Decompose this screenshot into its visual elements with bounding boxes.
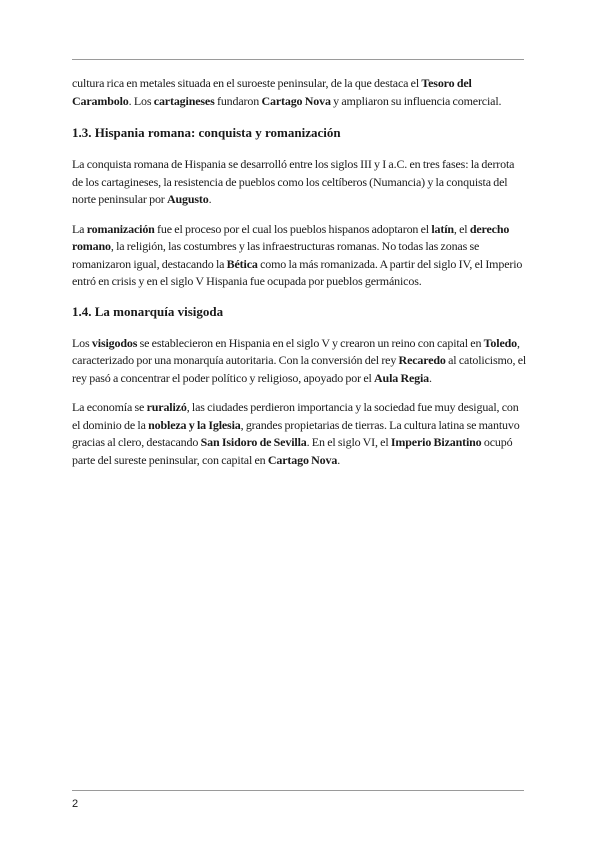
section-heading-monarquia-visigoda: 1.4. La monarquía visigoda — [72, 303, 224, 319]
text-run: , grandes propietarias de tierras. La cultura latina se mantuvo gracias al clero, destacando — [72, 417, 520, 449]
text-run: , caracterizado por una monarquía autoritaria. Con la conversión del rey — [72, 335, 520, 367]
bold-term: Cartago Nova — [267, 452, 338, 467]
bold-term: romanización — [86, 221, 155, 236]
text-run: . — [208, 192, 212, 206]
bold-term: Toledo — [483, 335, 517, 350]
text-run: , el — [453, 221, 470, 236]
footer-rule — [72, 790, 524, 791]
bold-term: latín — [431, 221, 454, 236]
text-run: . Los — [128, 93, 154, 108]
bold-term: Bética — [226, 256, 258, 271]
text-run: ocupó parte del sureste peninsular, con capital en — [72, 435, 513, 467]
bold-term: San Isidoro de Sevilla — [200, 435, 307, 449]
text-run: como la más romanizada. A partir del siglo IV, el Imperio entró en crisis y en el siglo V Hispania fue ocupada por pueblos germánicos. — [72, 256, 523, 288]
text-run: La economía se — [72, 400, 147, 414]
text-run: Los — [72, 335, 92, 350]
header-rule — [72, 59, 524, 60]
section-heading-hispania-romana: 1.3. Hispania romana: conquista y romanización — [72, 125, 341, 140]
text-run: La conquista romana de Hispania se desarrolló entre los siglos III y I a.C. en tres fases: la derrota de los cartagineses, la resistencia de pueblos como los celtíberos (Numancia) y la conquista del norte peninsular por — [72, 157, 515, 206]
bold-term: Recaredo — [398, 353, 446, 367]
paragraph-economia — [72, 399, 527, 469]
text-run: , las ciudades perdieron importancia y la sociedad fue muy desigual, con el dominio de la — [72, 400, 519, 432]
text-run: fundaron — [214, 93, 262, 108]
text-run: y ampliaron su influencia comercial. — [330, 93, 502, 108]
page-body — [72, 75, 527, 481]
paragraph-conquista — [72, 156, 527, 209]
bold-term: cartagineses — [153, 93, 215, 108]
paragraph-romanizacion — [72, 221, 527, 291]
bold-term: Augusto — [167, 192, 209, 206]
bold-term: Cartago Nova — [261, 93, 331, 108]
bold-term: Aula Regia — [374, 370, 430, 385]
bold-term: Tesoro del Carambolo — [72, 76, 472, 108]
text-run: fue el proceso por el cual los pueblos hispanos adoptaron el — [154, 221, 432, 236]
bold-term: visigodos — [91, 335, 138, 350]
text-run: La — [72, 221, 87, 236]
text-run: . En el siglo VI, el — [306, 435, 391, 449]
text-run: . — [429, 370, 432, 385]
page-number: 2 — [72, 798, 79, 810]
text-run: . — [337, 452, 341, 467]
paragraph-visigodos — [72, 335, 527, 388]
text-run: , la religión, las costumbres y las infraestructuras romanas. No todas las zonas se romanizaron igual, destacando la — [72, 239, 480, 271]
bold-term: nobleza y la Iglesia — [148, 417, 241, 432]
text-run: se establecieron en Hispania en el siglo V y crearon un reino con capital en — [137, 335, 484, 350]
bold-term: ruralizó — [146, 400, 187, 414]
text-run: cultura rica en metales situada en el suroeste peninsular, de la que destaca el — [72, 76, 422, 90]
bold-term: Imperio Bizantino — [390, 435, 482, 449]
bold-term: derecho romano — [72, 221, 510, 253]
text-run: al catolicismo, el rey pasó a concentrar el poder político y religioso, apoyado por el — [72, 353, 527, 385]
paragraph-carambolo — [72, 75, 527, 110]
